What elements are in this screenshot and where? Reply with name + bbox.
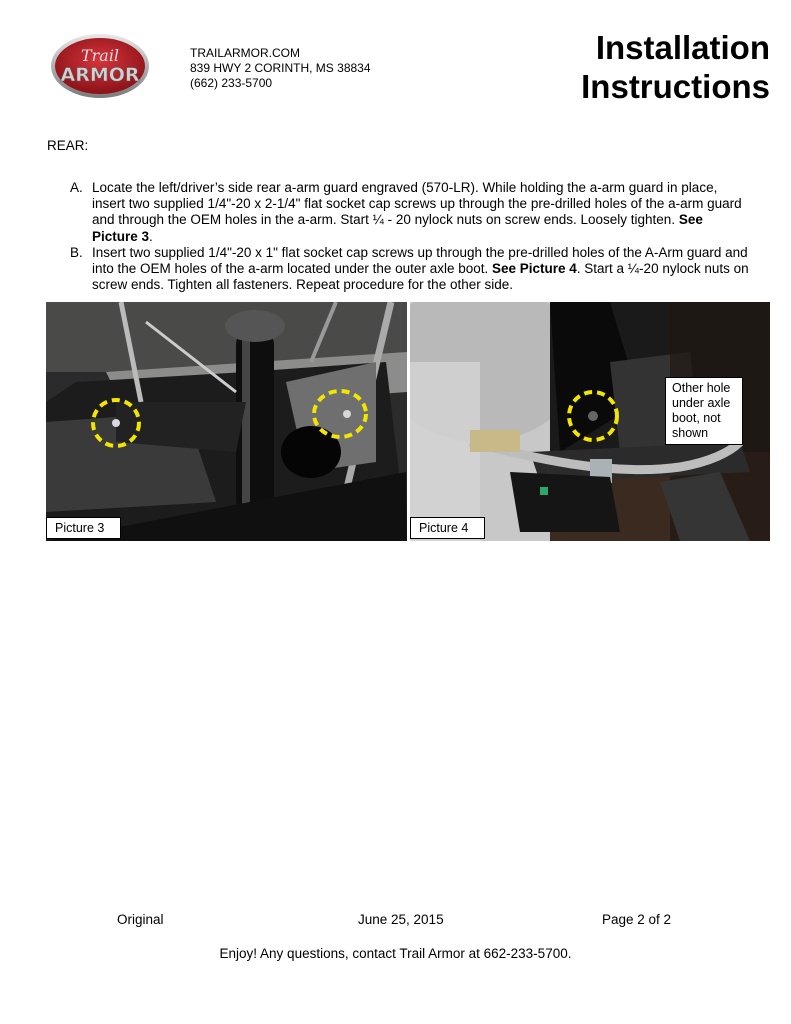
footer-contact-note: Enjoy! Any questions, contact Trail Armor at 662-233-5700. — [219, 946, 572, 961]
picture-3-caption: Picture 3 — [46, 517, 121, 539]
trail-armor-logo — [50, 33, 150, 99]
picture-reference: See Picture 3 — [92, 212, 703, 244]
picture-4-caption: Picture 4 — [410, 517, 485, 539]
page-title: Installation Instructions — [581, 29, 770, 105]
company-address: 839 HWY 2 CORINTH, MS 38834 — [190, 61, 371, 75]
section-heading: REAR: — [47, 138, 89, 153]
company-info — [190, 46, 371, 91]
footer-revision: Original — [117, 912, 164, 927]
picture-4-note: Other hole under axle boot, not shown — [665, 377, 743, 445]
svg-text:Trail: Trail — [80, 46, 120, 65]
instruction-steps — [70, 180, 750, 293]
footer-date: June 25, 2015 — [358, 912, 444, 927]
company-phone: (662) 233-5700 — [190, 76, 273, 90]
footer-page-number: Page 2 of 2 — [602, 912, 672, 927]
picture-3-photo — [46, 302, 407, 541]
step-a: A. Locate the left/driver’s side rear a-arm guard engraved (570-LR). While holding the a-arm guard in place, insert two supplied 1/4"-20 x 2-1/4" flat socket cap screws up through the pre-drilled holes of the a-arm guard and through the OEM holes in the a-arm. Start ¼ - 20 nylock nuts on screw ends. Loosely tighten. See Picture 3. — [70, 180, 742, 244]
svg-text:ARMOR: ARMOR — [60, 64, 140, 86]
picture-4-photo — [410, 302, 770, 541]
company-website: TRAILARMOR.COM — [190, 46, 301, 60]
picture-reference: See Picture 4 — [491, 261, 577, 277]
step-b: B. Insert two supplied 1/4"-20 x 1" flat socket cap screws up through the pre-drilled holes of the A-Arm guard and into the OEM holes of the a-arm located under the outer axle boot. See Picture 4. Start a ¼-20 nylock nuts on screw ends. Tighten all fasteners. Repeat procedure for the other side. — [70, 244, 749, 293]
